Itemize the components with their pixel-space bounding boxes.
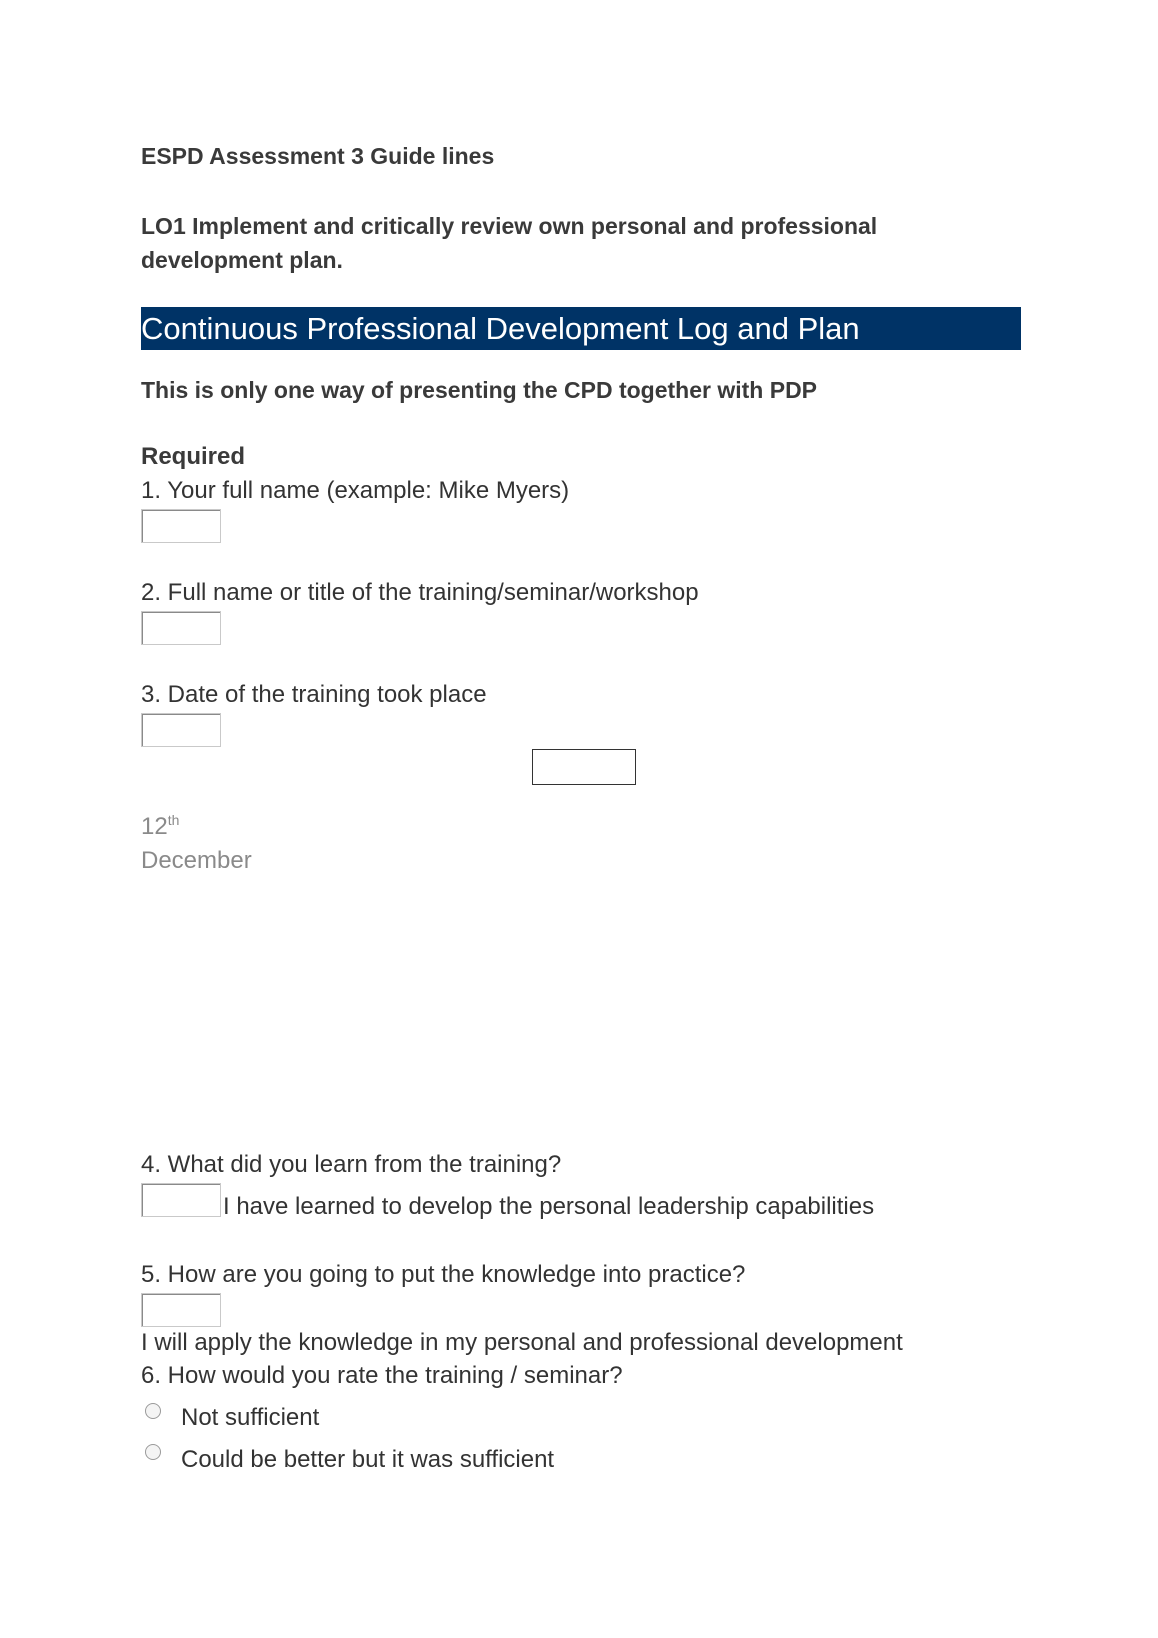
section-banner: Continuous Professional Development Log and Plan bbox=[141, 307, 1021, 350]
required-label: Required bbox=[141, 443, 246, 470]
learning-outcome bbox=[141, 209, 1041, 277]
full-name-input[interactable] bbox=[141, 509, 221, 543]
document-title: ESPD Assessment 3 Guide lines bbox=[141, 143, 495, 169]
question-6-label: 6. How would you rate the training / seminar? bbox=[141, 1362, 623, 1389]
question-2-label: 2. Full name or title of the training/seminar/workshop bbox=[141, 579, 699, 606]
question-5-label: 5. How are you going to put the knowledge into practice? bbox=[141, 1261, 746, 1288]
date-day-number: 12 bbox=[141, 813, 168, 840]
learning-input[interactable] bbox=[141, 1183, 221, 1217]
presentation-note: This is only one way of presenting the CPD together with PDP bbox=[141, 377, 818, 403]
rating-radio-not-sufficient[interactable] bbox=[145, 1403, 161, 1419]
date-day bbox=[141, 812, 179, 841]
date-month: December bbox=[141, 847, 252, 874]
question-3-label: 3. Date of the training took place bbox=[141, 681, 487, 708]
learning-outcome-line-1: LO1 Implement and critically review own personal and professional bbox=[141, 213, 878, 239]
training-title-input[interactable] bbox=[141, 611, 221, 645]
training-date-input[interactable] bbox=[141, 713, 221, 747]
question-1-label: 1. Your full name (example: Mike Myers) bbox=[141, 477, 570, 504]
rating-option-could-be-better: Could be better but it was sufficient bbox=[181, 1446, 555, 1473]
date-day-suffix: th bbox=[167, 812, 180, 828]
floating-textbox[interactable] bbox=[532, 749, 636, 785]
practice-answer: I will apply the knowledge in my personal and professional development bbox=[141, 1329, 903, 1356]
practice-input[interactable] bbox=[141, 1293, 221, 1327]
question-4-label: 4. What did you learn from the training? bbox=[141, 1151, 562, 1178]
learning-outcome-line-2: development plan. bbox=[141, 247, 343, 273]
rating-radio-could-be-better[interactable] bbox=[145, 1444, 161, 1460]
learning-answer: I have learned to develop the personal leadership capabilities bbox=[223, 1193, 875, 1220]
rating-option-not-sufficient: Not sufficient bbox=[181, 1404, 320, 1431]
